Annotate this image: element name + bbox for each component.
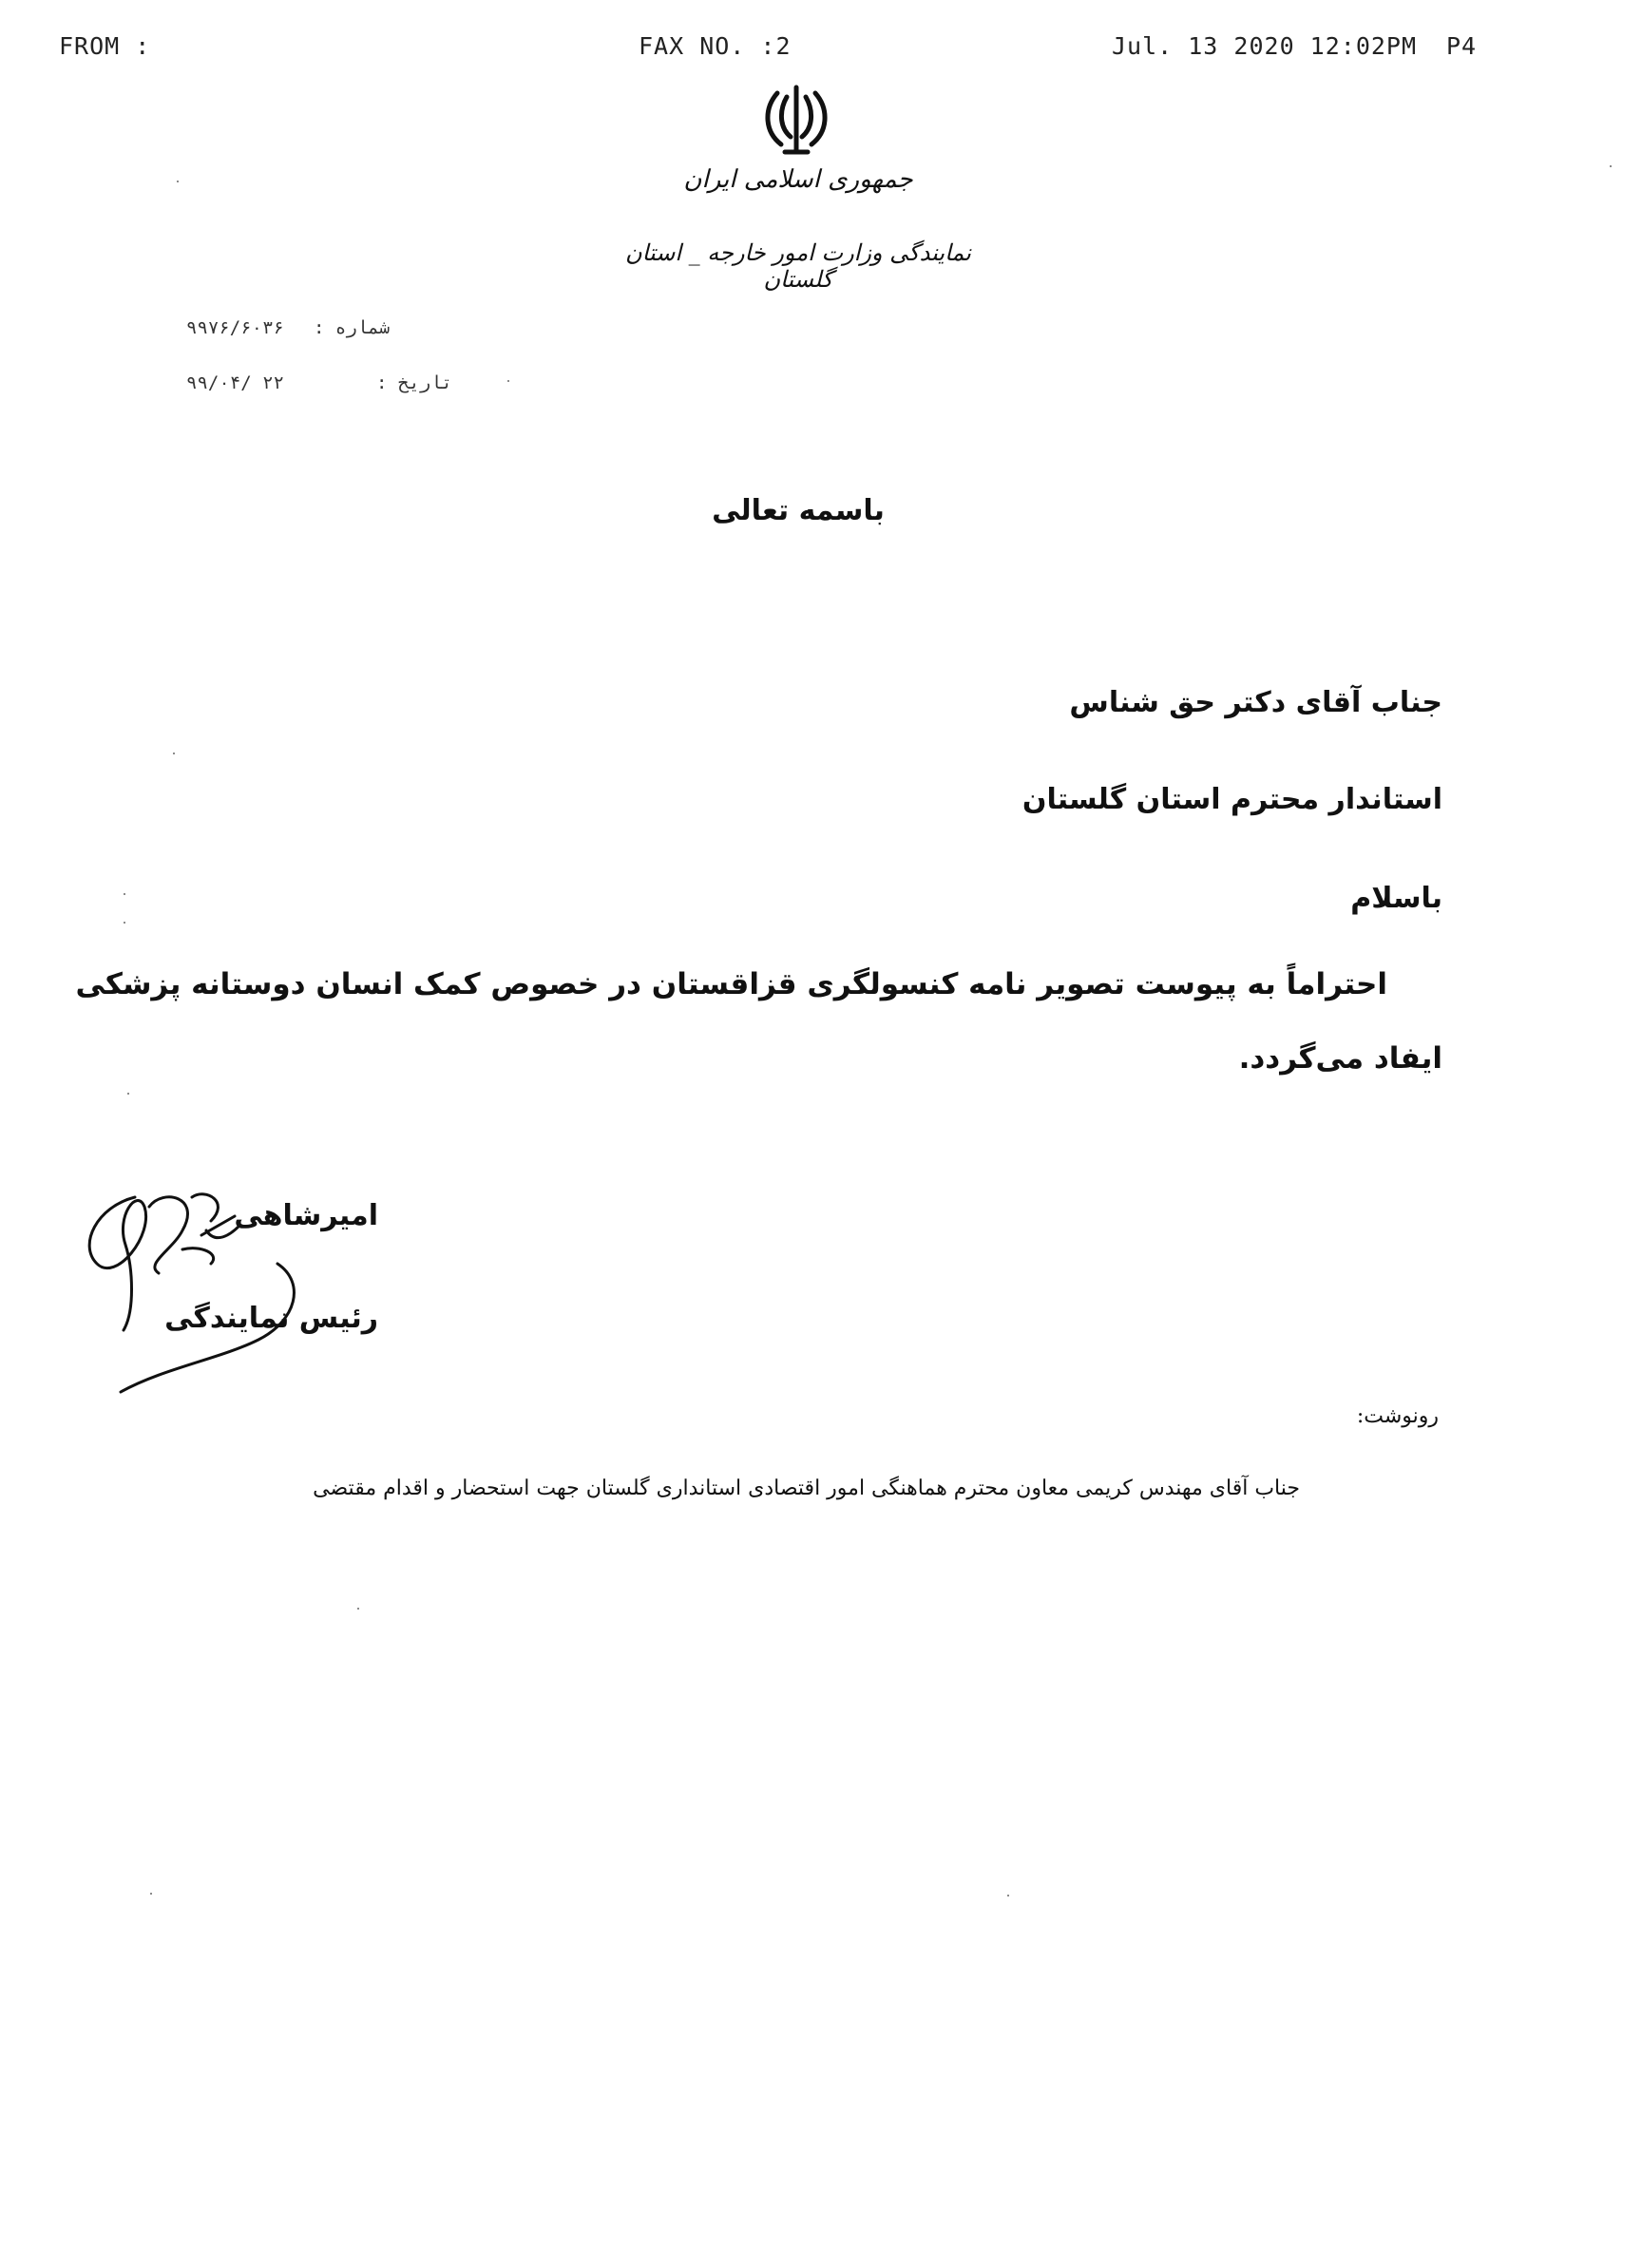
- signer-title: رئیس نمایندگی: [164, 1302, 378, 1335]
- scan-speck: [150, 1893, 152, 1895]
- emblem-icon: [756, 80, 836, 160]
- scan-speck: [124, 922, 125, 924]
- body-line-2: ایفاد می‌گردد.: [1238, 1041, 1442, 1076]
- scan-speck: [127, 1093, 129, 1095]
- cc-line: جناب آقای مهندس کریمی معاون محترم هماهنگی امور اقتصادی استانداری گلستان جهت استحضار و اقدام مقتضی: [313, 1477, 1300, 1500]
- letter-date-value: ۹۹/۰۴/ ۲۲: [186, 372, 284, 393]
- scan-speck: [507, 380, 509, 382]
- letterhead-line-1: جمهوری اسلامی ایران: [683, 165, 913, 194]
- basmala: باسمه تعالی: [712, 494, 885, 527]
- letterhead-line-2: نمایندگی وزارت امور خارجه _ استان گلستان: [625, 239, 971, 293]
- handwritten-signature: [78, 1178, 363, 1406]
- scan-speck: [173, 753, 175, 754]
- cc-label: رونوشت:: [1356, 1404, 1439, 1428]
- letter-number-label: شماره :: [314, 317, 391, 338]
- greeting: باسلام: [1350, 882, 1442, 915]
- scan-speck: [357, 1608, 359, 1610]
- fax-page: P4: [1446, 32, 1478, 60]
- addressee-title: استاندار محترم استان گلستان: [1021, 783, 1442, 816]
- letter-number-value: ۹۹۷۶/۶۰۳۶: [186, 317, 284, 338]
- fax-datetime: Jul. 13 2020 12:02PM: [1112, 32, 1418, 60]
- scan-speck: [177, 181, 179, 182]
- body-line-1: احتراماً به پیوست تصویر نامه کنسولگری قزاقستان در خصوص کمک انسان دوستانه پزشکی: [75, 967, 1387, 1001]
- fax-number: FAX NO. :2: [639, 32, 792, 60]
- scan-speck: [1007, 1895, 1009, 1896]
- letter-date-label: تاریخ :: [376, 372, 453, 393]
- scan-speck: [1610, 165, 1612, 167]
- fax-from: FROM :: [59, 32, 151, 60]
- signer-name: امیرشاهی: [234, 1199, 378, 1232]
- scan-speck: [124, 893, 125, 895]
- addressee-name: جناب آقای دکتر حق شناس: [1069, 686, 1442, 719]
